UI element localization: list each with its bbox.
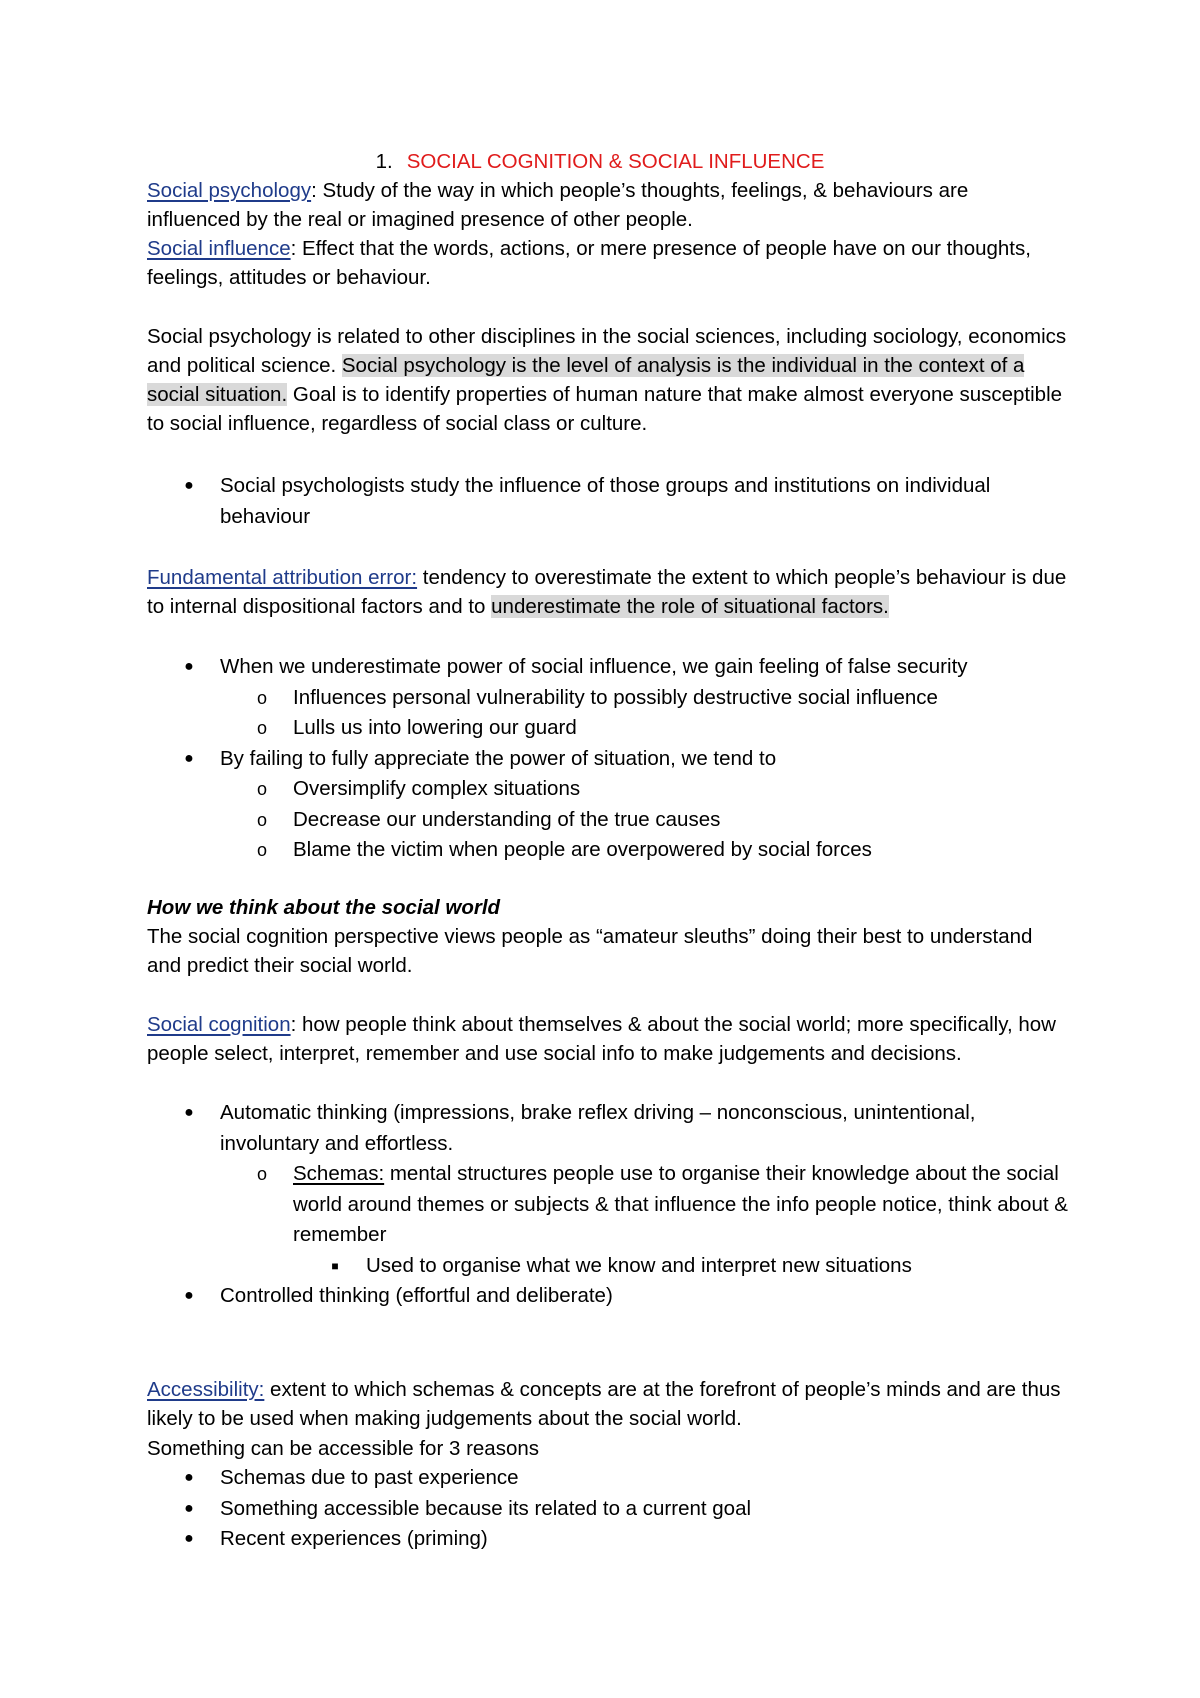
- term-accessibility: Accessibility:: [147, 1378, 265, 1401]
- list-item: [147, 835, 1077, 866]
- term-social-psychology: Social psychology: [147, 179, 312, 202]
- circle-bullet-icon: o: [256, 840, 267, 860]
- page-title: [0, 147, 1200, 176]
- square-bullet-icon: ■: [331, 1258, 339, 1273]
- list-item-text: Something accessible because its related to a current goal: [220, 1496, 752, 1520]
- paragraph-text: Social psychology is related to other disciplines in the social sciences, including sociology, economics and political science.: [147, 325, 1067, 377]
- list-item: [147, 1524, 1077, 1555]
- list-item-text: Used to organise what we know and interpret new situations: [366, 1253, 912, 1277]
- reasons-intro: [147, 1434, 1067, 1463]
- bullet-list-fae: [147, 652, 1077, 866]
- title-number: 1.: [375, 150, 393, 173]
- list-item: [147, 1159, 1077, 1251]
- title-text: SOCIAL COGNITION & SOCIAL INFLUENCE: [406, 150, 825, 173]
- bullet-list-reasons: [147, 1463, 1077, 1555]
- highlighted-text: Social psychology is the level of analysis is the individual in the context of a social situation.: [147, 354, 1025, 406]
- paragraph-text: Goal is to identify properties of human nature that make almost everyone susceptible to social influence, regardless of social class or culture.: [147, 383, 1063, 435]
- list-item-text: Schemas due to past experience: [220, 1466, 519, 1489]
- list-item-text: Social psychologists study the influence of those groups and institutions on individual behaviour: [220, 474, 991, 528]
- definition-text: : Effect that the words, actions, or mere presence of people have on our thoughts, feelings, attitudes or behaviour.: [147, 237, 1031, 289]
- term-fundamental-attribution-error: Fundamental attribution error:: [147, 566, 418, 589]
- paragraph-text: The social cognition perspective views people as “amateur sleuths” doing their best to understand and predict their social world.: [147, 925, 1033, 977]
- list-item-text: When we underestimate power of social influence, we gain feeling of false security: [220, 655, 968, 678]
- circle-bullet-icon: o: [256, 1164, 267, 1184]
- definition-accessibility: [147, 1375, 1067, 1433]
- list-item: [147, 774, 1077, 805]
- definition-text: mental structures people use to organise their knowledge about the social world around themes or subjects & that influence the info people notice, think about & remember: [293, 1162, 1068, 1246]
- paragraph-related-disciplines: [147, 322, 1067, 438]
- list-item-text: Recent experiences (priming): [220, 1527, 488, 1550]
- bullet-icon: ●: [184, 1469, 194, 1486]
- paragraph-text: Something can be accessible for 3 reasons: [147, 1437, 540, 1460]
- bullet-list-cognition: [147, 1098, 1077, 1312]
- paragraph-amateur-sleuths: [147, 922, 1067, 980]
- list-item: [147, 683, 1077, 714]
- list-item: [147, 1251, 1077, 1282]
- list-item-text: Decrease our understanding of the true causes: [293, 807, 721, 831]
- list-item: [147, 713, 1077, 744]
- list-item: [147, 805, 1077, 836]
- highlighted-text: underestimate the role of situational factors.: [491, 595, 889, 618]
- list-item: [147, 1098, 1077, 1159]
- bullet-icon: ●: [184, 477, 194, 494]
- list-item-text: Controlled thinking (effortful and deliberate): [220, 1284, 613, 1307]
- section-subheading: [147, 893, 1067, 922]
- term-schemas: Schemas:: [293, 1162, 385, 1185]
- list-item-text: Automatic thinking (impressions, brake reflex driving – nonconscious, unintentional, involuntary and effortless.: [220, 1101, 976, 1155]
- list-item: [147, 1494, 1077, 1525]
- list-item-text: By failing to fully appreciate the power of situation, we tend to: [220, 746, 777, 770]
- definition-text: : how people think about themselves & about the social world; more specifically, how people select, interpret, remember and use social info to make judgements and decisions.: [147, 1013, 1056, 1065]
- list-item: [147, 652, 1077, 683]
- bullet-list-groups: [147, 471, 1077, 532]
- circle-bullet-icon: o: [256, 718, 267, 738]
- list-item: [147, 471, 1077, 532]
- definition-social-influence: [147, 234, 1067, 292]
- list-item-text: Blame the victim when people are overpowered by social forces: [293, 838, 872, 861]
- bullet-icon: ●: [184, 1287, 194, 1304]
- definition-text: tendency to overestimate the extent to which people’s behaviour is due to internal dispositional factors and to: [147, 566, 1067, 618]
- definition-text: extent to which schemas & concepts are at the forefront of people’s minds and are thus likely to be used when making judgements about the social world.: [147, 1378, 1061, 1430]
- subheading-text: How we think about the social world: [147, 896, 501, 919]
- bullet-icon: ●: [184, 658, 194, 675]
- bullet-icon: ●: [184, 749, 194, 767]
- term-social-cognition: Social cognition: [147, 1013, 291, 1036]
- list-item: [147, 744, 1077, 775]
- list-item-text: Lulls us into lowering our guard: [293, 716, 577, 739]
- circle-bullet-icon: o: [256, 779, 267, 799]
- list-item: [147, 1463, 1077, 1494]
- circle-bullet-icon: o: [256, 809, 267, 830]
- list-item-text: [147, 1159, 1077, 1251]
- definition-fundamental-attribution-error: [147, 563, 1067, 621]
- bullet-icon: ●: [184, 1104, 194, 1121]
- circle-bullet-icon: o: [256, 687, 267, 708]
- list-item-text: Oversimplify complex situations: [293, 777, 581, 800]
- definition-social-cognition: [147, 1010, 1067, 1068]
- list-item: [147, 1281, 1077, 1312]
- definition-social-psychology: [147, 176, 1067, 234]
- term-social-influence: Social influence: [147, 237, 291, 260]
- definition-text: : Study of the way in which people’s thoughts, feelings, & behaviours are influenced by the real or imagined presence of other people.: [147, 179, 969, 231]
- list-item-text: Influences personal vulnerability to possibly destructive social influence: [293, 685, 938, 709]
- bullet-icon: ●: [184, 1499, 194, 1517]
- bullet-icon: ●: [184, 1530, 194, 1547]
